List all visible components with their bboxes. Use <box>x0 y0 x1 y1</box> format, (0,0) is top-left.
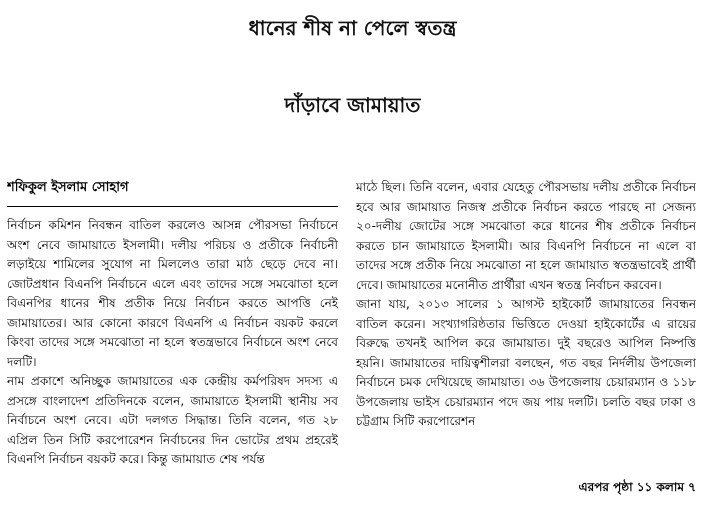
left-paragraph-2: নাম প্রকাশে অনিচ্ছুক জামায়াতের এক কেন্দ্রীয় কর্মপরিষদ সদস্য এ প্রসঙ্গে বাংলাদেশ প্রতিদিনকে বলেন, জামায়াতে ইসলামী স্থানীয় সব নির্বাচনে অংশ নেবে। এটা দলগত সিদ্ধান্ত। তিনি বলেন, গত ২৮ এপ্রিল তিন সিটি করপোরেশন নির্বাচনের দিন ভোটের প্রথম প্রহরেই বিএনপি নির্বাচন বয়কট করে। কিন্তু জামায়াত শেষ পর্যন্ত <box>7 374 338 466</box>
right-paragraph-2: জানা যায়, ২০১৩ সালের ১ আগস্ট হাইকোর্ট জামায়াতের নিবন্ধন বাতিল করেন। সংখ্যাগরিষ্ঠতার ভিত্তিতে দেওয়া হাইকোর্টের এ রায়ের বিরুদ্ধে তখনই আপিল করে জামায়াত। দুই বছরেও আপিল নিষ্পত্তি হয়নি। জামায়াতের দায়িত্বশীলরা বলছেন, গত বছর নির্দলীয় উপজেলা নির্বাচনে চমক দেখিয়েছে জামায়াত। ৩৬ উপজেলায় চেয়ারম্যান ও ১১৮ উপজেলায় ভাইস চেয়ারম্যান পদে জয় পায় দলটি। চলতি বছর ঢাকা ও চট্টগ্রাম সিটি করপোরেশন <box>356 297 696 428</box>
right-paragraph-1: মাঠে ছিল। তিনি বলেন, এবার যেহেতু পৌরসভায় দলীয় প্রতীকে নির্বাচন হবে আর জামায়াত নিজস্ব প্রতীকে নির্বাচন করতে পারছে না সেজন্য ২০-দলীয় জোটের সঙ্গে সমঝোতা করে ধানের শীষ প্রতীকে নির্বাচন করতে চান জামায়াতে ইসলামী। আর বিএনপি নির্বাচনে না এলে বা তাদের সঙ্গে প্রতীক নিয়ে সমঝোতা না হলে জামায়াত স্বতন্ত্রভাবেই প্রার্থী দেবে। জামায়াতের মনোনীত প্রার্থীরা এখন স্বতন্ত্র নির্বাচন করবেন। <box>356 180 696 292</box>
byline-divider <box>7 206 338 207</box>
article-column-right <box>356 178 696 500</box>
headline-line-2: দাঁড়াবে জামায়াত <box>284 93 421 117</box>
continued-on-page-note: এরপর পৃষ্ঠা ১১ কলাম ৭ <box>573 479 697 499</box>
byline: শফিকুল ইসলাম সোহাগ <box>7 180 129 195</box>
headline-line-1: ধানের শীষ না পেলে স্বতন্ত্র <box>248 16 457 40</box>
article-column-left <box>7 178 338 500</box>
left-paragraph-1: নির্বাচন কমিশন নিবন্ধন বাতিল করলেও আসন্ন পৌরসভা নির্বাচনে অংশ নেবে জামায়াতে ইসলামী। দলীয় পরিচয় ও প্রতীকে নির্বাচনী লড়াইয়ে শামিলের সুযোগ না মিললেও তারা মাঠ ছেড়ে দেবে না। জোটপ্রধান বিএনপি নির্বাচনে এলে এবং তাদের সঙ্গে সমঝোতা হলে বিএনপির ধানের শীষ প্রতীক নিয়ে নির্বাচন করতে আপত্তি নেই জামায়াতের। আর কোনো কারণে বিএনপি এ নির্বাচন বয়কট করলে কিংবা তাদের সঙ্গে সমঝোতা না হলে স্বতন্ত্রভাবে নির্বাচনে অংশ নেবে দলটি। <box>7 218 338 369</box>
